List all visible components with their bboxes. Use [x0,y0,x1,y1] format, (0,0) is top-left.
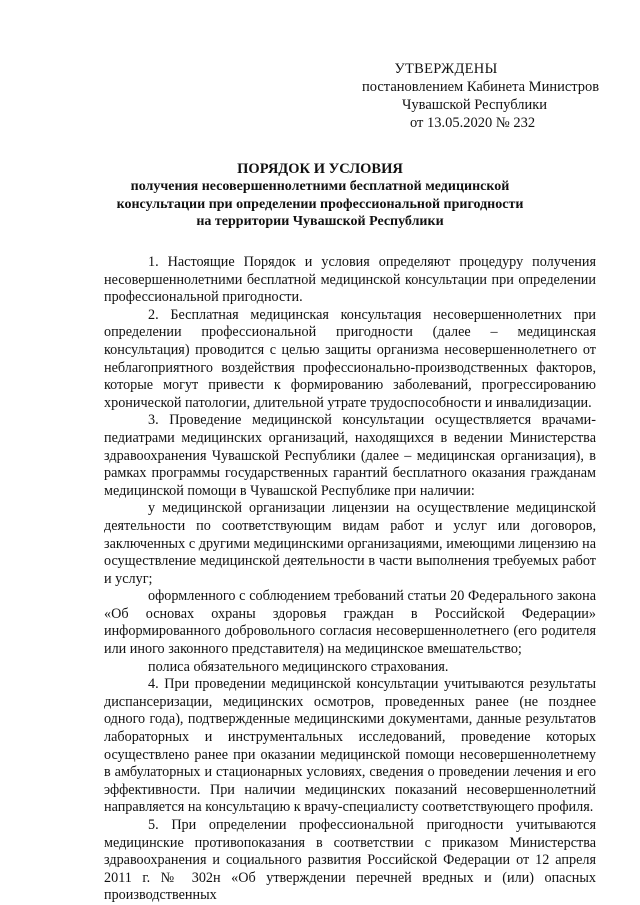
title-sub-3: на территории Чувашской Республики [196,214,444,229]
paragraph-3-item-1: у медицинской организации лицензии на осуществление медицинской деятельности по соответствующим видам работ и услуг или договоров, заключенных с другими медицинскими организациями, имеющими лицензию на осуществление медицинской деятельности в части выполнения требуемых работ и услуг; [104,500,596,587]
approval-line-2: Чувашской Республики [402,97,548,113]
paragraph-3: 3. Проведение медицинской консультации осуществляется врачами-педиатрами медицинских организаций, находящихся в ведении Министерства здравоохранения Чувашской Республики (далее – медицинская организация), в рамках программы государственных гарантий бесплатного оказания гражданам медицинской помощи в Чувашской Республике при наличии: [104,412,596,499]
paragraph-3-item-2: оформленного с соблюдением требований статьи 20 Федерального закона «Об основах охраны здоровья граждан в Российской Федерации» информированного добровольного согласия несовершеннолетнего (его родителя или иного законного представителя) на медицинское вмешательство; [104,588,596,658]
paragraph-2: 2. Бесплатная медицинская консультация несовершеннолетних при определении профессиональной пригодности (далее – медицинская консультация) проводится с целью защиты организма несовершеннолетнего от неблагоприятного воздействия профессионально-производственных факторов, которые могут привести к формированию заболеваний, прогрессированию хронической патологии, длительной утрате трудоспособности и инвалидизации. [104,306,596,411]
title-sub-1: получения несовершеннолетними бесплатной медицинской [130,179,510,194]
approval-heading: УТВЕРЖДЕНЫ [394,61,498,77]
approval-block [362,60,612,132]
paragraph-4: 4. При проведении медицинской консультации учитываются результаты диспансеризации, медицинских осмотров, проведенных ранее (не позднее одного года), подтвержденные медицинскими документами, данные результатов лабораторных и инструментальных исследований, проведение которых осуществлено ранее при оказании медицинской помощи несовершеннолетнему в амбулаторных и стационарных условиях, сведения о проведении лечения и его эффективности. При наличии медицинских показаний несовершеннолетний направляется на консультацию к врачу-специалисту соответствующего профиля. [104,676,596,816]
title-sub-2: консультации при определении профессиональной пригодности [116,196,524,212]
title-main: ПОРЯДОК И УСЛОВИЯ [237,161,403,177]
document-body [104,254,596,905]
approval-line-1: постановлением Кабинета Министров [362,79,600,95]
paragraph-5: 5. При определении профессиональной пригодности учитываются медицинские противопоказания в соответствии с приказом Министерства здравоохранения и социального развития Российской Федерации от 12 апреля 2011 г. № 302н «Об утверждении перечней вредных и (или) опасных производственных [104,817,596,904]
paragraph-3-item-3: полиса обязательного медицинского страхования. [148,658,449,675]
paragraph-1: 1. Настоящие Порядок и условия определяют процедуру получения несовершеннолетними бесплатной медицинской консультации при определении профессиональной пригодности. [104,254,596,306]
approval-line-3: от 13.05.2020 № 232 [410,115,536,131]
document-title [60,160,580,231]
